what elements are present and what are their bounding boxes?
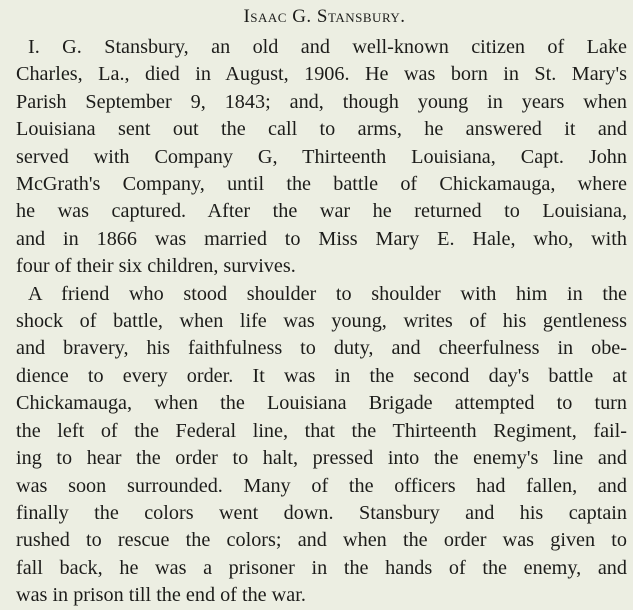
text-line: McGrath's Company, until the battle of Chickamauga, where xyxy=(16,173,627,196)
article-title: Isaac G. Stansbury. xyxy=(243,6,406,27)
text-line: Chickamauga, when the Louisiana Brigade attempted to turn xyxy=(16,392,627,415)
text-line: finally the colors went down. Stansbury and his captain xyxy=(16,501,627,524)
text-line: ing to hear the order to halt, pressed into the enemy's line and xyxy=(16,447,627,470)
text-line: Parish September 9, 1843; and, though young in years when xyxy=(16,90,627,113)
text-line: the left of the Federal line, that the Thirteenth Regiment, fail- xyxy=(16,419,627,442)
text-line: he was captured. After the war he returned to Louisiana, xyxy=(16,200,627,223)
text-line: fall back, he was a prisoner in the hands of the enemy, and xyxy=(16,556,627,579)
text-line: rushed to rescue the colors; and when the order was given to xyxy=(16,529,627,552)
text-line: dience to every order. It was in the second day's battle at xyxy=(16,364,627,387)
paragraph-1 xyxy=(16,34,627,281)
text-line: was soon surrounded. Many of the officers had fallen, and xyxy=(16,474,627,497)
text-line: Louisiana sent out the call to arms, he answered it and xyxy=(16,118,627,141)
text-line: Charles, La., died in August, 1906. He was born in St. Mary's xyxy=(16,63,627,86)
text-line: and bravery, his faithfulness to duty, and cheerfulness in obe- xyxy=(16,337,627,360)
text-line: I. G. Stansbury, an old and well-known citizen of Lake xyxy=(28,36,627,58)
text-line: A friend who stood shoulder to shoulder with him in the xyxy=(28,282,627,305)
text-line: served with Company G, Thirteenth Louisiana, Capt. John xyxy=(16,145,627,168)
paragraph-2 xyxy=(16,281,627,610)
text-line: shock of battle, when life was young, writes of his gentleness xyxy=(16,310,627,333)
text-line: was in prison till the end of the war. xyxy=(16,584,306,607)
text-line: four of their six children, survives. xyxy=(16,255,296,278)
text-line: and in 1866 was married to Miss Mary E. Hale, who, with xyxy=(16,227,627,250)
